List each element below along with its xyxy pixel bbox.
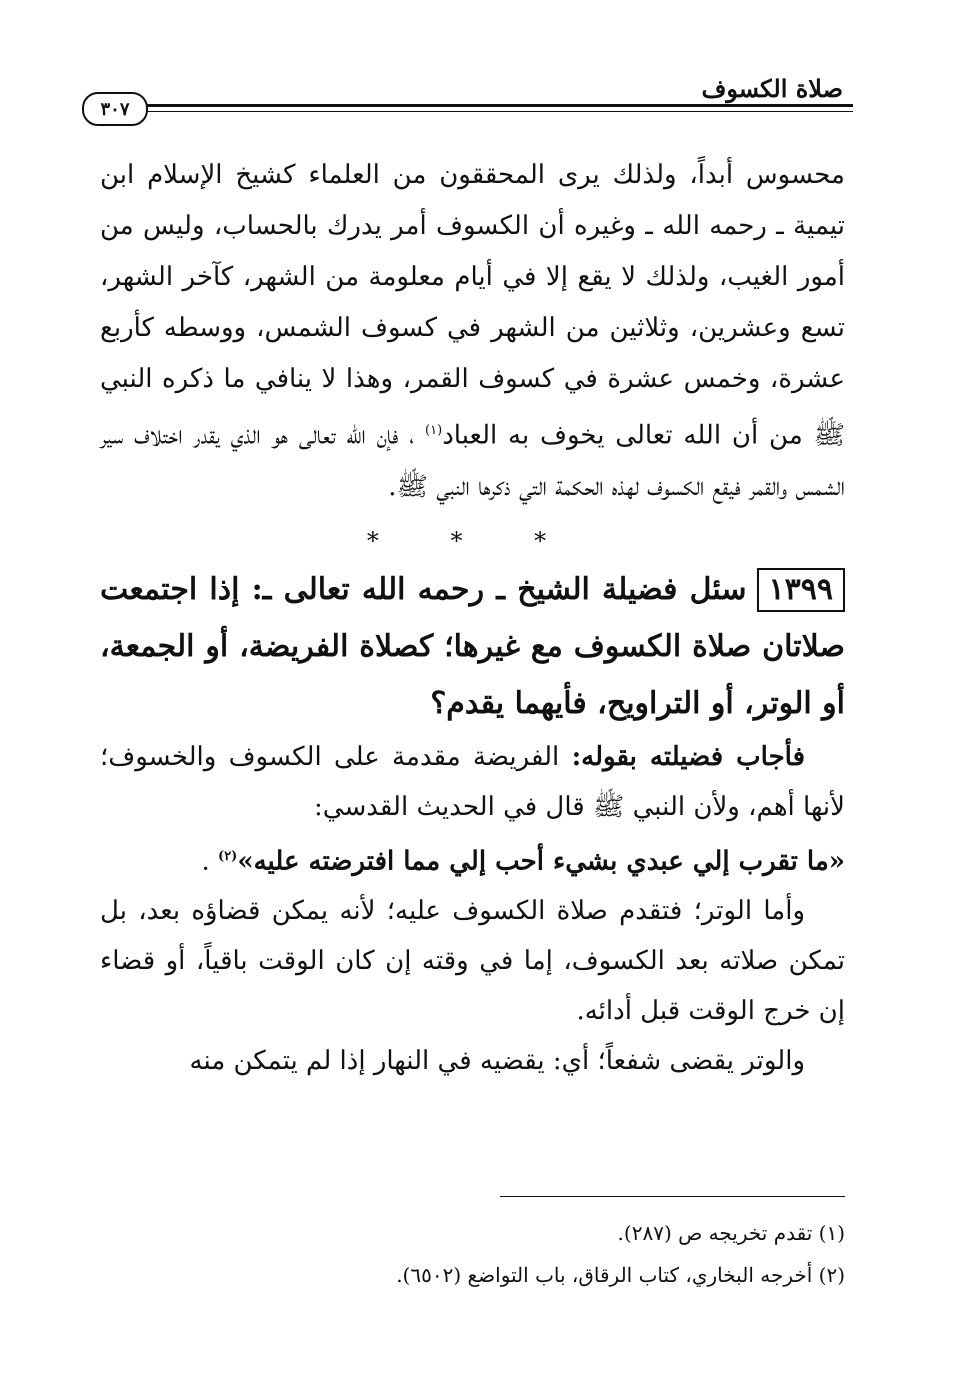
hadith-quote-line [100, 832, 845, 887]
section-separator: * * * [366, 526, 579, 555]
question-text: سئل فضيلة الشيخ ـ رحمه الله تعالى ـ: إذا اجتمعت صلاتان صلاة الكسوف مع غيرها؛ كصلاة الفريضة، أو الجمعة، أو الوتر، أو التراويح، فأيهما يقدم؟ [100, 571, 845, 721]
answer-paragraph-3: والوتر يقضى شفعاً؛ أي: يقضيه في النهار إذا لم يتمكن منه [189, 1046, 805, 1077]
body-text-1: محسوس أبداً، ولذلك يرى المحققون من العلماء كشيخ الإسلام ابن تيمية ـ رحمه الله ـ وغيره أن الكسوف أمر يدرك بالحساب، وليس من أمور الغيب، ولذلك لا يقع إلا في أيام معلومة من الشهر، كآخر الشهر، تسع وعشرين، وثلاثين من الشهر في كسوف الشمس، ووسطه كأربع عشرة، وخمس عشرة في كسوف القمر، وهذا لا ينافي ما ذكره النبي ﷺ من أن الله تعالى يخوف به العباد [100, 160, 845, 451]
question-block [100, 561, 845, 732]
answer-lead: فأجاب فضيلته بقوله: [571, 741, 806, 772]
running-header-title: صلاة الكسوف [701, 74, 843, 103]
quote-end: . [201, 846, 219, 877]
header-rule [145, 104, 853, 107]
page-content [100, 150, 845, 1086]
answer-text-1: الفريضة مقدمة على الكسوف والخسوف؛ لأنها أهم، ولأن النبي ﷺ قال في الحديث القدسي: [100, 741, 845, 822]
footnote-rule [500, 1196, 845, 1197]
footnote-ref-2: (٢) [218, 848, 238, 864]
header-rule-thin [145, 111, 853, 112]
answer-paragraph-2: وأما الوتر؛ فتقدم صلاة الكسوف عليه؛ لأنه يمكن قضاؤه بعد، بل تمكن صلاته بعد الكسوف، إما في وقته إن كان الوقت باقياً، أو قضاء إن خرج الوقت قبل أدائه. [100, 896, 845, 1027]
footnote-1: (١) تقدم تخريجه ص (٢٨٧). [617, 1221, 845, 1245]
footnotes [100, 1212, 845, 1296]
answer-paragraph-1 [100, 732, 845, 832]
footnote-2: (٢) أخرجه البخاري، كتاب الرقاق، باب التواضع (٦٥٠٢). [396, 1263, 845, 1287]
hadith-quote: «ما تقرب إلي عبدي بشيء أحب إلي مما افترضته عليه» [237, 846, 845, 877]
page-number: ٣٠٧ [82, 92, 148, 126]
footnote-ref-1: (١) [425, 423, 443, 438]
body-paragraph [100, 150, 845, 513]
body-text-2: ، فإن الله تعالى هو الذي يقدر اختلاف سير الشمس والقمر فيقع الكسوف لهذه الحكمة التي ذكرها النبي ﷺ. [100, 420, 845, 502]
question-number: ١٣٩٩ [757, 568, 845, 612]
